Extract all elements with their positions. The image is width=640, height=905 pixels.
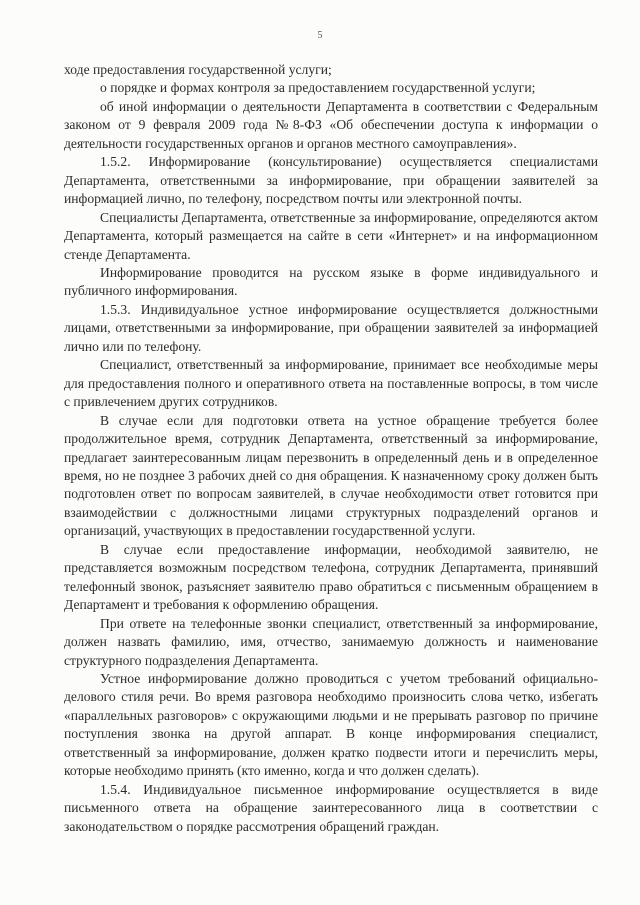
- paragraph-7: 1.5.3. Индивидуальное устное информирование осуществляется должностными лицами, ответственными за информирование, при обращении заявителей за информацией лично или по телефону.: [64, 301, 598, 354]
- paragraph-5: Специалисты Департамента, ответственные за информирование, определяются актом Департамента, который размещается на сайте в сети «Интернет» и на информационном стенде Департамента.: [64, 209, 598, 262]
- paragraph-12: Устное информирование должно проводиться с учетом требований официально-делового стиля речи. Во время разговора необходимо произносить слова четко, избегать «параллельных разговоров» с окружающими людьми и не прерывать разговор по причине поступления звонка на другой аппарат. В конце информирования специалист, ответственный за информирование, должен кратко подвести итоги и перечислить меры, которые необходимо принять (кто именно, когда и что должен сделать).: [64, 670, 598, 779]
- paragraph-9: В случае если для подготовки ответа на устное обращение требуется более продолжительное время, сотрудник Департамента, ответственный за информирование, предлагает заинтересованным лицам перезвонить в определенный день и в определенное время, но не позднее 3 рабочих дней со дня обращения. К назначенному сроку должен быть подготовлен ответ по вопросам заявителей, в случае необходимости ответ готовится при взаимодействии с должностными лицами структурных подразделений органов и организаций, участвующих в предоставлении государственной услуги.: [64, 412, 598, 539]
- paragraph-11: При ответе на телефонные звонки специалист, ответственный за информирование, должен назвать фамилию, имя, отчество, занимаемую должность и наименование структурного подразделения Департамента.: [64, 615, 598, 668]
- document-body: [64, 61, 598, 836]
- paragraph-1: ходе предоставления государственной услуги;: [64, 62, 332, 77]
- paragraph-8: Специалист, ответственный за информирование, принимает все необходимые меры для предоставления полного и оперативного ответа на поставленные вопросы, в том числе с привлечением других сотрудников.: [64, 357, 598, 410]
- paragraph-2: о порядке и формах контроля за предоставлением государственной услуги;: [100, 80, 536, 96]
- paragraph-13: 1.5.4. Индивидуальное письменное информирование осуществляется в виде письменного ответа на обращение заинтересованного лица в соответствии с законодательством о порядке рассмотрения обращений граждан.: [64, 781, 598, 834]
- paragraph-10: В случае если предоставление информации, необходимой заявителю, не представляется возможным посредством телефона, сотрудник Департамента, принявший телефонный звонок, разъясняет заявителю право обратиться с письменным обращением в Департамент и требования к оформлению обращения.: [64, 541, 598, 613]
- paragraph-6: Информирование проводится на русском языке в форме индивидуального и публичного информирования.: [64, 264, 598, 299]
- page-number: 5: [317, 30, 323, 41]
- paragraph-4: 1.5.2. Информирование (консультирование) осуществляется специалистами Департамента, ответственными за информирование, при обращении заявителей за информацией лично, по телефону, посредством почты или электронной почты.: [64, 154, 598, 207]
- paragraph-3: об иной информации о деятельности Департамента в соответствии с Федеральным законом от 9 февраля 2009 года №8-ФЗ «Об обеспечении доступа к информации о деятельности государственных органов и органов местного самоуправления».: [64, 98, 598, 151]
